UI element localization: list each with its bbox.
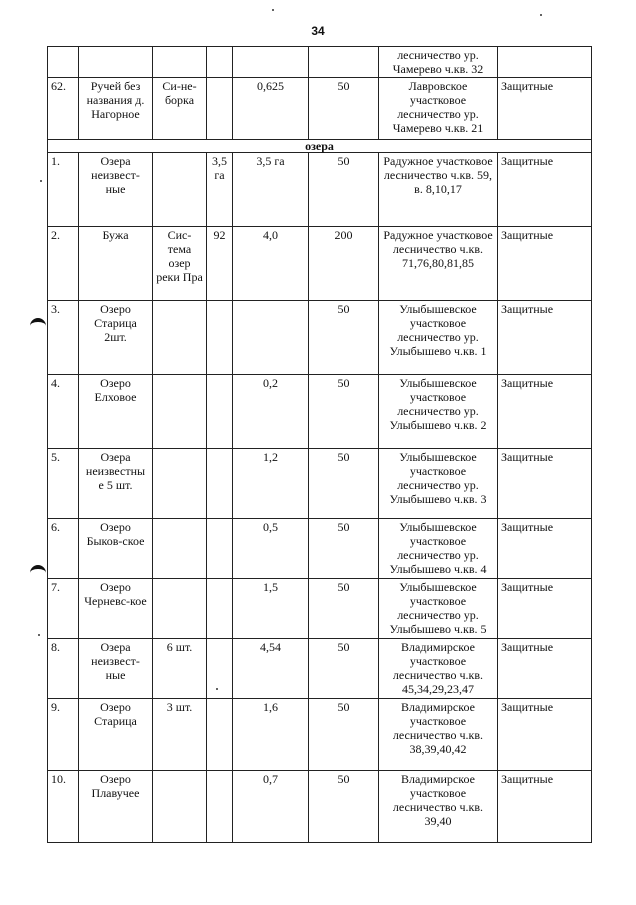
- table-row: [48, 579, 592, 639]
- area-value-cell: [233, 47, 309, 78]
- water-system-cell: 3 шт.: [153, 699, 207, 771]
- category-cell: Защитные: [498, 449, 592, 519]
- location-description-cell: Владимирское участковое лесничество ч.кв. 39,40: [379, 771, 498, 843]
- category-cell: Защитные: [498, 699, 592, 771]
- area-column-3-cell: [207, 449, 233, 519]
- protection-zone-cell: 200: [309, 227, 379, 301]
- category-cell: Защитные: [498, 227, 592, 301]
- category-cell: Защитные: [498, 639, 592, 699]
- area-column-3-cell: [207, 699, 233, 771]
- protection-zone-cell: [309, 47, 379, 78]
- category-cell: Защитные: [498, 375, 592, 449]
- category-cell: Защитные: [498, 153, 592, 227]
- area-column-3-cell: [207, 639, 233, 699]
- water-system-cell: [153, 449, 207, 519]
- category-cell: Защитные: [498, 301, 592, 375]
- scan-dot: [40, 180, 42, 182]
- location-description-cell: Улыбышевское участковое лесничество ур. Улыбышево ч.кв. 5: [379, 579, 498, 639]
- location-description-cell: Владимирское участковое лесничество ч.кв. 45,34,29,23,47: [379, 639, 498, 699]
- water-body-name-cell: Озеро Быков-ское: [79, 519, 153, 579]
- protection-zone-cell: 50: [309, 153, 379, 227]
- area-value-cell: 0,625: [233, 78, 309, 140]
- area-value-cell: 3,5 га: [233, 153, 309, 227]
- water-system-cell: 6 шт.: [153, 639, 207, 699]
- area-column-3-cell: [207, 519, 233, 579]
- area-column-3-cell: [207, 375, 233, 449]
- location-description-cell: Радужное участковое лесничество ч.кв. 59, в. 8,10,17: [379, 153, 498, 227]
- row-number-cell: 10.: [48, 771, 79, 843]
- water-body-name-cell: Бужа: [79, 227, 153, 301]
- area-column-3-cell: [207, 771, 233, 843]
- row-number-cell: 4.: [48, 375, 79, 449]
- table-row: [48, 153, 592, 227]
- protection-zone-cell: 50: [309, 771, 379, 843]
- area-value-cell: 0,7: [233, 771, 309, 843]
- water-body-name-cell: Озера неизвест-ные: [79, 639, 153, 699]
- table-row: [48, 449, 592, 519]
- location-description-cell: Улыбышевское участковое лесничество ур. Улыбышево ч.кв. 3: [379, 449, 498, 519]
- location-description-cell: Улыбышевское участковое лесничество ур. Улыбышево ч.кв. 2: [379, 375, 498, 449]
- category-cell: Защитные: [498, 78, 592, 140]
- area-value-cell: 0,5: [233, 519, 309, 579]
- water-body-name-cell: Озеро Елховое: [79, 375, 153, 449]
- category-cell: [498, 47, 592, 78]
- location-description-cell: лесничество ур. Чамерево ч.кв. 32: [379, 47, 498, 78]
- water-system-cell: Си-не-борка: [153, 78, 207, 140]
- scan-dot: [272, 9, 274, 11]
- water-body-name-cell: Озеро Черневс-кое: [79, 579, 153, 639]
- area-column-3-cell: [207, 78, 233, 140]
- scan-dot: [38, 634, 40, 636]
- table-row: [48, 47, 592, 78]
- water-bodies-table: [47, 46, 592, 843]
- water-system-cell: [153, 519, 207, 579]
- scan-dot: [540, 14, 542, 16]
- protection-zone-cell: 50: [309, 579, 379, 639]
- row-number-cell: 8.: [48, 639, 79, 699]
- protection-zone-cell: 50: [309, 639, 379, 699]
- category-cell: Защитные: [498, 771, 592, 843]
- row-number-cell: 3.: [48, 301, 79, 375]
- table-row: [48, 78, 592, 140]
- table-row: [48, 639, 592, 699]
- category-cell: Защитные: [498, 519, 592, 579]
- location-description-cell: Улыбышевское участковое лесничество ур. Улыбышево ч.кв. 4: [379, 519, 498, 579]
- row-number-cell: 1.: [48, 153, 79, 227]
- area-value-cell: 4,0: [233, 227, 309, 301]
- row-number-cell: 9.: [48, 699, 79, 771]
- row-number-cell: 62.: [48, 78, 79, 140]
- protection-zone-cell: 50: [309, 375, 379, 449]
- water-system-cell: [153, 579, 207, 639]
- table-row: [48, 519, 592, 579]
- row-number-cell: 5.: [48, 449, 79, 519]
- water-body-name-cell: Озера неизвест-ные: [79, 153, 153, 227]
- row-number-cell: 2.: [48, 227, 79, 301]
- scan-mark: [30, 565, 46, 577]
- area-value-cell: 0,2: [233, 375, 309, 449]
- page-number: 34: [311, 24, 325, 38]
- location-description-cell: Владимирское участковое лесничество ч.кв. 38,39,40,42: [379, 699, 498, 771]
- water-body-name-cell: Озеро Плавучее: [79, 771, 153, 843]
- section-header-row: [48, 140, 592, 153]
- water-system-cell: [153, 47, 207, 78]
- water-system-cell: Сис-тема озер реки Пра: [153, 227, 207, 301]
- area-value-cell: 1,6: [233, 699, 309, 771]
- water-body-name-cell: Озера неизвестны е 5 шт.: [79, 449, 153, 519]
- water-system-cell: [153, 153, 207, 227]
- water-system-cell: [153, 771, 207, 843]
- category-cell: Защитные: [498, 579, 592, 639]
- area-column-3-cell: [207, 301, 233, 375]
- area-value-cell: 4,54: [233, 639, 309, 699]
- section-title: озера: [48, 140, 592, 153]
- table-row: [48, 771, 592, 843]
- water-body-name-cell: Озеро Старица 2шт.: [79, 301, 153, 375]
- protection-zone-cell: 50: [309, 519, 379, 579]
- table-row: [48, 699, 592, 771]
- scan-dot: [216, 688, 218, 690]
- table-row: [48, 375, 592, 449]
- table-row: [48, 227, 592, 301]
- water-system-cell: [153, 301, 207, 375]
- area-value-cell: 1,5: [233, 579, 309, 639]
- protection-zone-cell: 50: [309, 449, 379, 519]
- water-system-cell: [153, 375, 207, 449]
- row-number-cell: [48, 47, 79, 78]
- protection-zone-cell: 50: [309, 301, 379, 375]
- location-description-cell: Лавровское участковое лесничество ур. Чамерево ч.кв. 21: [379, 78, 498, 140]
- area-column-3-cell: [207, 47, 233, 78]
- area-column-3-cell: 92: [207, 227, 233, 301]
- location-description-cell: Улыбышевское участковое лесничество ур. Улыбышево ч.кв. 1: [379, 301, 498, 375]
- area-value-cell: 1,2: [233, 449, 309, 519]
- location-description-cell: Радужное участковое лесничество ч.кв. 71,76,80,81,85: [379, 227, 498, 301]
- area-column-3-cell: [207, 579, 233, 639]
- table-body: [48, 47, 592, 843]
- row-number-cell: 6.: [48, 519, 79, 579]
- scan-mark: [30, 318, 46, 330]
- protection-zone-cell: 50: [309, 699, 379, 771]
- row-number-cell: 7.: [48, 579, 79, 639]
- water-body-name-cell: Ручей без названия д. Нагорное: [79, 78, 153, 140]
- protection-zone-cell: 50: [309, 78, 379, 140]
- water-body-name-cell: Озеро Старица: [79, 699, 153, 771]
- water-body-name-cell: [79, 47, 153, 78]
- area-value-cell: [233, 301, 309, 375]
- table-row: [48, 301, 592, 375]
- area-column-3-cell: 3,5 га: [207, 153, 233, 227]
